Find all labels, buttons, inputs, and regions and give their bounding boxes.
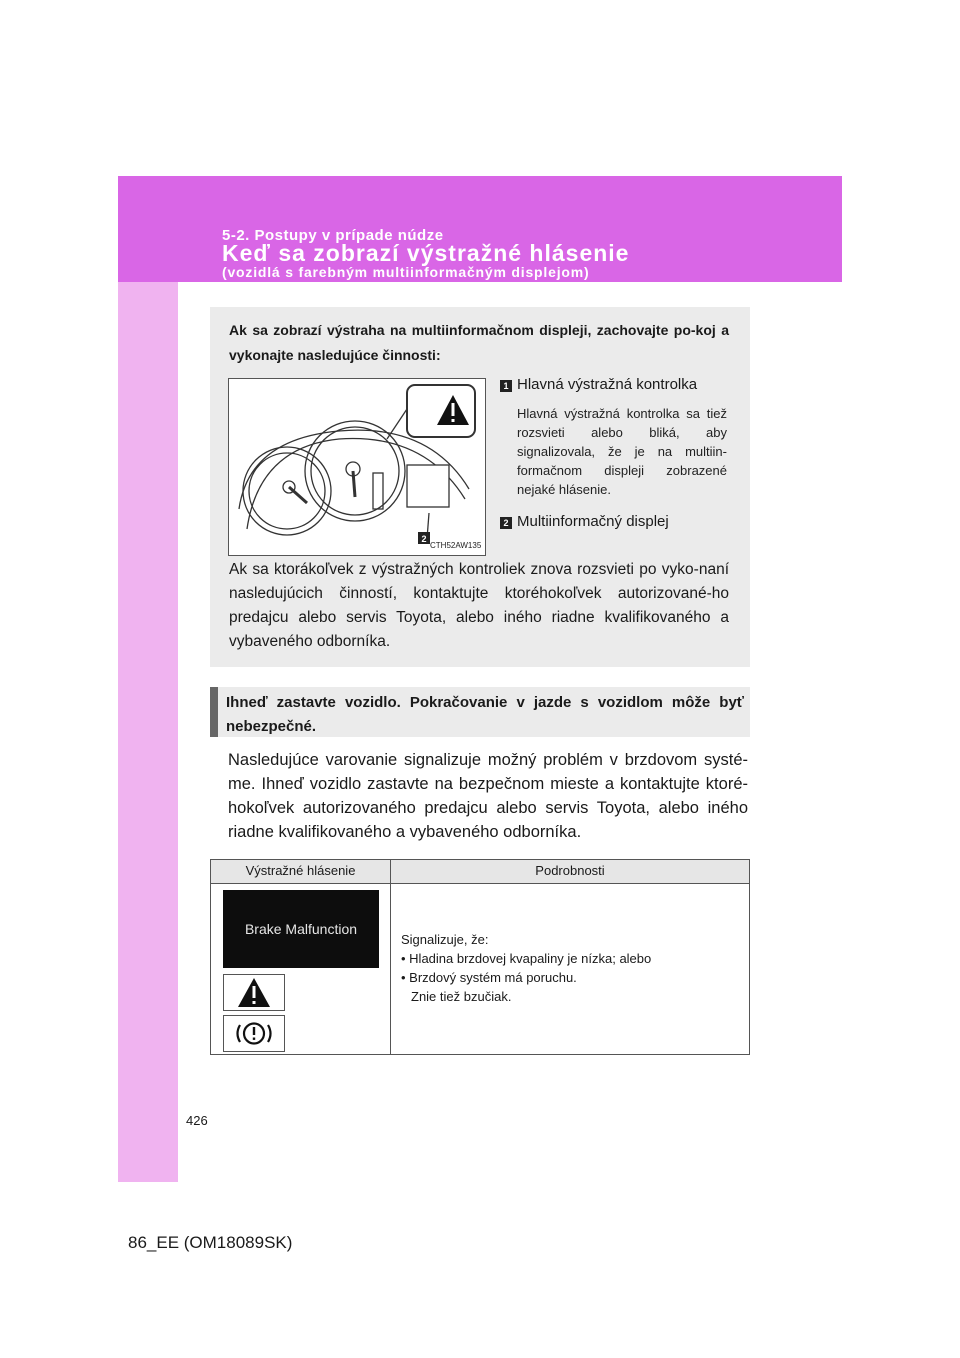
brake-warning-icon [223,1015,285,1052]
table-details-cell [401,930,651,1006]
callout-1-title: Hlavná výstražná kontrolka [517,376,698,393]
instrument-cluster-figure [228,378,486,556]
callout-2-marker [418,532,430,544]
figure-code: CTH52AW135 [430,541,482,550]
section-label: 5-2. Postupy v prípade núdze [222,227,444,244]
details-line: • Brzdový systém má poruchu. [401,970,577,985]
table-column-divider [390,860,391,1054]
info-bottom-text: Ak sa ktorákoľvek z výstražných kontroliek znova rozsvieti po vyko-naní nasledujúcich činností, kontaktujte ktoréhokoľvek autorizované-ho predajcu alebo servis Toyota, alebo iného riadne kvalifikovaného a vybaveného odborníka. [229,561,729,650]
callout-2-number: 2 [500,517,512,529]
warning-triangle-icon [223,974,285,1011]
table-header-details: Podrobnosti [535,863,605,878]
body-paragraph: Nasledujúce varovanie signalizuje možný problém v brzdovom systé-me. Ihneď vozidlo zastavte na bezpečnom mieste a kontaktujte ktoré-hokoľvek autorizovaného predajcu alebo servis Toyota, alebo iného riadne kvalifikovaného a vybaveného odborníka. [228,751,748,841]
page-number: 426 [186,1113,208,1128]
page-subtitle: (vozidlá s farebným multiinformačným displejom) [222,264,590,280]
message-screen-image [223,890,379,968]
table-header-row [211,860,749,884]
footer-code: 86_EE (OM18089SK) [128,1233,293,1252]
table-header-message: Výstražné hlásenie [245,863,356,878]
side-strip [118,176,178,1182]
warning-text: Ihneď zastavte vozidlo. Pokračovanie v jazde s vozidlom môže byť nebezpečné. [226,694,744,735]
svg-text:2: 2 [421,534,427,544]
warning-table [210,859,750,1055]
message-screen-text: Brake Malfunction [244,921,358,937]
instrument-cluster-illustration [229,379,485,555]
callout-1-description: Hlavná výstražná kontrolka sa tiež rozsvieti alebo bliká, aby signalizovala, že je na multiin-formačnom displeji zobrazené nejaké hlásenie. [517,406,727,497]
info-intro: Ak sa zobrazí výstraha na multiinformačnom displeji, zachovajte po-koj a vykonajte nasledujúce činnosti: [229,322,729,363]
details-line: • Hladina brzdovej kvapaliny je nízka; alebo [401,951,652,966]
details-line: Znie tiež bzučiak. [411,989,512,1004]
callout-2-title: Multiinformačný displej [517,513,669,530]
details-line: Signalizuje, že: [401,932,489,947]
callout-1-number: 1 [500,380,512,392]
page-title: Keď sa zobrazí výstražné hlásenie [222,240,630,266]
